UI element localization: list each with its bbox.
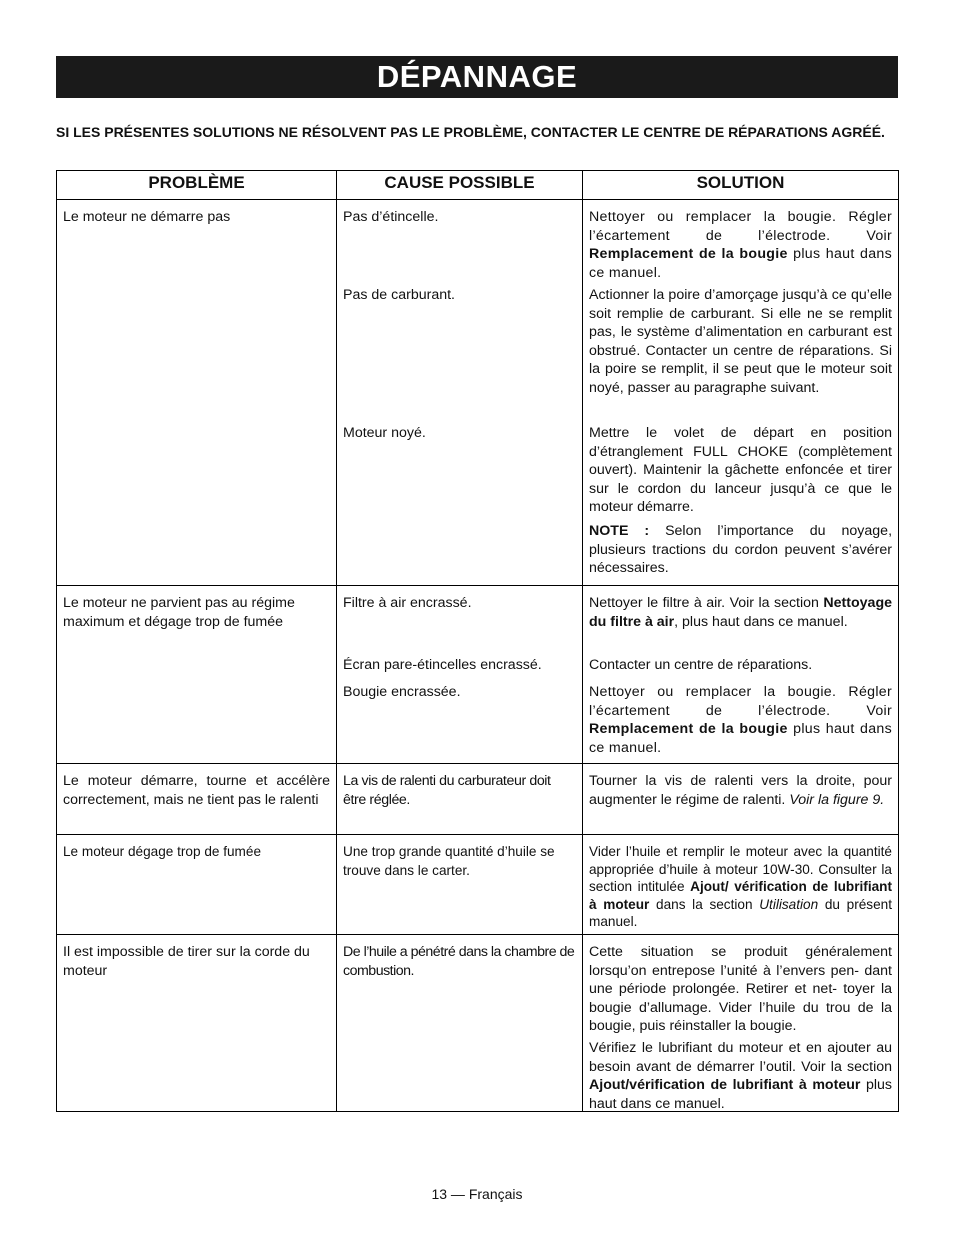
- solution-text: Tourner la vis de ralenti vers la droite, pour augmenter le régime de ralenti. Voir la figure 9.: [589, 773, 892, 808]
- problem-text: Le moteur démarre, tourne et accélère correctement, mais ne tient pas le ralenti: [63, 773, 330, 808]
- cause-cell: [337, 935, 583, 1112]
- solution-cell: [583, 200, 899, 586]
- table-row: [57, 200, 899, 586]
- solution-text: Vérifiez le lubrifiant du moteur et en ajouter au besoin avant de démarrer l’outil. Voir la section Ajout/vérification de lubrifiant à moteur plus haut dans ce manuel.: [589, 1040, 893, 1112]
- cause-text: La vis de ralenti du carburateur doit être réglée.: [343, 773, 551, 808]
- table-row: [57, 764, 899, 835]
- solution-text: Vider l’huile et remplir le moteur avec la quantité appropriée d’huile à moteur 10W-30. Consulter la section intitulée Ajout/ vérification de lubrifiant à moteur dans la section Utilisation du présent manuel.: [589, 844, 892, 930]
- solution-text: Actionner la poire d’amorçage jusqu’à ce qu’elle soit remplie de carburant. Si elle ne se remplit pas, le système d’alimentation en carburant est obstrué. Contacter un centre de réparations. Si la poire se remplit, il se peut que le moteur soit noyé, passer au paragraphe suivant.: [589, 287, 892, 396]
- solution-text: Contacter un centre de réparations.: [589, 657, 813, 673]
- table-row: [57, 586, 899, 764]
- cause-text: Moteur noyé.: [343, 425, 426, 441]
- table-row: [57, 935, 899, 1112]
- cause-text: De l’huile a pénétré dans la chambre de combustion.: [343, 944, 575, 979]
- cause-cell: [337, 764, 583, 835]
- solution-note: NOTE : Selon l’importance du noyage, plusieurs tractions du cordon peuvent s’avérer nécessaires.: [589, 523, 893, 577]
- solution-text: Cette situation se produit généralement lorsqu’on entrepose l’unité à l’envers pen- dant une période prolongée. Retirer et net- toyer la bougie d’allumage. Vider l’huile du trou de la bougie, puis réinstaller la bougie.: [589, 944, 892, 1035]
- problem-cell: [57, 586, 337, 764]
- notice-text: SI LES PRÉSENTES SOLUTIONS NE RÉSOLVENT PAS LE PROBLÈME, CONTACTER LE CENTRE DE RÉPARATIONS AGRÉÉ.: [56, 124, 885, 140]
- solution-text: Nettoyer ou remplacer la bougie. Régler l’écartement de l’électrode. Voir Remplacement de la bougie plus haut dans ce manuel.: [589, 684, 892, 756]
- page-footer: 13 — Français: [431, 1186, 523, 1202]
- problem-cell: [57, 935, 337, 1112]
- solution-cell: [583, 764, 899, 835]
- problem-text: Le moteur dégage trop de fumée: [63, 844, 261, 859]
- cause-text: Filtre à air encrassé.: [343, 595, 472, 611]
- solution-text: Nettoyer le filtre à air. Voir la section Nettoyage du filtre à air, plus haut dans ce manuel.: [589, 595, 892, 630]
- header-problem: PROBLÈME: [57, 171, 337, 200]
- problem-text: Il est impossible de tirer sur la corde du moteur: [63, 944, 310, 979]
- problem-cell: [57, 764, 337, 835]
- solution-text: Mettre le volet de départ en position d’étranglement FULL CHOKE (complètement ouvert). Maintenir la gâchette enfoncée et tirer sur le cordon du lanceur jusqu’à ce que le moteur démarre.: [589, 425, 892, 516]
- cause-text: Une trop grande quantité d’huile se trouve dans le carter.: [343, 844, 555, 878]
- table-row: [57, 835, 899, 935]
- cause-text: Bougie encrassée.: [343, 684, 461, 700]
- problem-cell: [57, 835, 337, 935]
- cause-cell: [337, 835, 583, 935]
- page-title: DÉPANNAGE: [56, 56, 898, 98]
- cause-text: Écran pare-étincelles encrassé.: [343, 657, 542, 673]
- solution-text: Nettoyer ou remplacer la bougie. Régler l’écartement de l’électrode. Voir Remplacement de la bougie plus haut dans ce manuel.: [589, 209, 892, 281]
- problem-text: Le moteur ne démarre pas: [63, 209, 231, 225]
- cause-text: Pas de carburant.: [343, 287, 455, 303]
- cause-text: Pas d’étincelle.: [343, 209, 439, 225]
- troubleshooting-table: [56, 170, 899, 1112]
- table-header-row: [57, 171, 899, 200]
- solution-cell: [583, 935, 899, 1112]
- cause-cell: [337, 586, 583, 764]
- solution-cell: [583, 586, 899, 764]
- problem-text: Le moteur ne parvient pas au régime maximum et dégage trop de fumée: [63, 595, 295, 630]
- cause-cell: [337, 200, 583, 586]
- header-solution: SOLUTION: [583, 171, 899, 200]
- header-cause: CAUSE POSSIBLE: [337, 171, 583, 200]
- problem-cell: [57, 200, 337, 586]
- solution-cell: [583, 835, 899, 935]
